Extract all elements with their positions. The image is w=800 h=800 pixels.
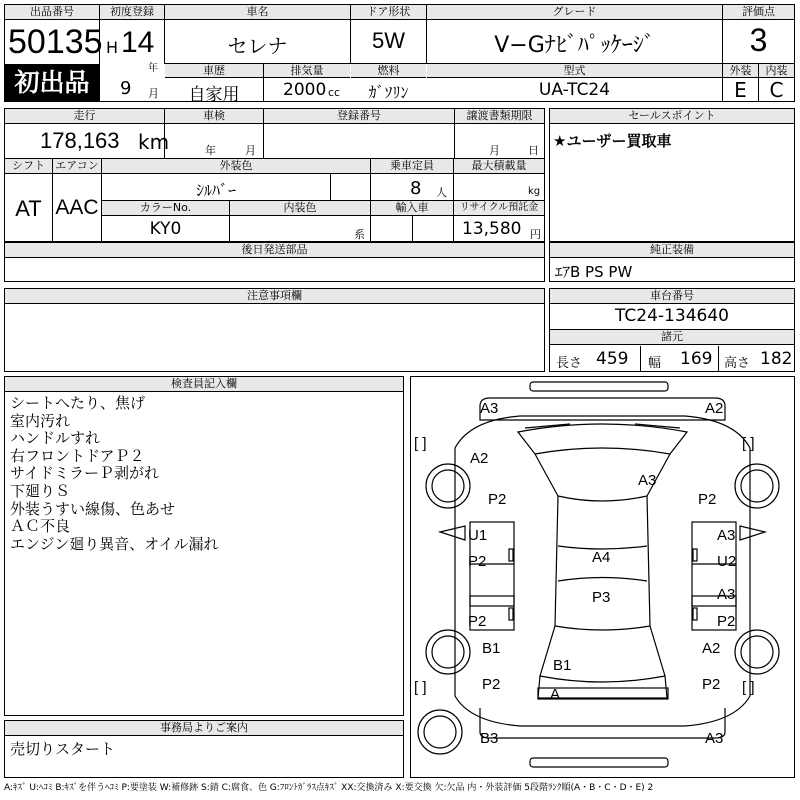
reg-year: 14	[121, 26, 155, 59]
aircon-value: AAC	[55, 196, 99, 219]
import-header: 輸入車	[371, 201, 453, 216]
mark-fender-right-p: P2	[698, 491, 717, 508]
fuel-header: 燃料	[351, 64, 426, 78]
inspector-line: 外装うすい線傷、色あせ	[10, 499, 176, 518]
height-label: 高さ	[724, 356, 751, 371]
bracket-right: [ ]	[742, 435, 755, 452]
reg-month-unit: 月	[148, 87, 159, 100]
recycle-header: リサイクル預託金	[454, 201, 544, 216]
reg-header: 初度登録	[100, 5, 164, 20]
plate-header: 登録番号	[264, 109, 454, 124]
mileage-value: 178,163	[40, 128, 120, 153]
displacement-header: 排気量	[264, 64, 350, 78]
height-value: 182	[760, 349, 793, 369]
reg-era: H	[106, 38, 119, 57]
mark-fender-left: A2	[470, 450, 489, 467]
mark-tailgate-b: B1	[553, 657, 572, 674]
width-value: 169	[680, 349, 713, 369]
mark-door-fl-u: U1	[468, 527, 488, 544]
width-label: 幅	[648, 356, 662, 371]
shift-value: AT	[15, 196, 42, 221]
displacement-unit: cc	[328, 86, 341, 99]
capacity-header: 乗車定員	[371, 159, 453, 174]
inspector-line: 下廻りＳ	[10, 481, 71, 500]
max-load-header: 最大積載量	[454, 159, 544, 174]
int-grade-header: 内装	[759, 64, 794, 78]
length-label: 長さ	[556, 356, 583, 371]
history-header: 車歴	[165, 64, 263, 78]
door-header: ドア形状	[351, 5, 426, 20]
mark-door-rr-p: P2	[717, 613, 736, 630]
mark-front-left: A3	[480, 400, 499, 417]
car-name-header: 車名	[165, 5, 350, 20]
inspector-notes	[10, 395, 219, 553]
capacity-value: 8	[410, 178, 422, 199]
inspection-month-unit: 月	[245, 144, 256, 157]
color-no-header: カラーNo.	[102, 201, 229, 216]
ext-color-value: ｼﾙﾊﾞｰ	[195, 181, 236, 200]
int-color-suffix: 系	[354, 228, 365, 241]
equipment-value: ｴｱB PS PW	[555, 263, 633, 281]
reg-month: 9	[120, 78, 132, 99]
score-header: 評価点	[723, 5, 794, 20]
mark-rear-bumper: A	[550, 686, 561, 703]
notes-header: 注意事項欄	[5, 289, 544, 304]
fuel-value: ｶﾞｿﾘﾝ	[368, 83, 409, 102]
shift-header: シフト	[5, 159, 52, 174]
mileage-unit: km	[138, 130, 170, 154]
length-value: 459	[596, 349, 629, 369]
inspector-line: ＡＣ不良	[10, 517, 71, 536]
score-value: 3	[749, 22, 768, 58]
car-outline-diagram	[410, 376, 795, 778]
mark-roof: A4	[592, 549, 611, 566]
sales-point-text: ★ユーザー買取車	[553, 132, 672, 150]
office-header: 事務局よりご案内	[5, 721, 403, 736]
displacement-value: 2000	[283, 80, 327, 100]
recycle-value: 13,580	[462, 219, 522, 239]
inspector-header: 検査員記入欄	[5, 377, 403, 392]
car-name: セレナ	[227, 34, 288, 58]
bracket-left: [ ]	[414, 435, 427, 452]
office-text: 売切りスタート	[10, 740, 116, 758]
mark-door-fr-a: A3	[717, 527, 736, 544]
grade-header: グレード	[427, 5, 722, 20]
mark-door-fr-u: U2	[717, 553, 737, 570]
color-no-value: KY0	[149, 219, 182, 239]
mark-roof-p: P3	[592, 589, 611, 606]
mark-rear-corner-right: A3	[705, 730, 724, 747]
sales-point-header: セールスポイント	[550, 109, 794, 124]
chassis-header: 車台番号	[550, 289, 794, 304]
door-value: 5W	[372, 28, 405, 53]
mark-rear-corner-left: B3	[480, 730, 499, 747]
mileage-header: 走行	[5, 109, 164, 124]
ext-grade-header: 外装	[723, 64, 758, 78]
grade-value: V−Gﾅﾋﾞﾊﾟｯｹｰｼﾞ	[494, 33, 655, 58]
transfer-month-unit: 月	[489, 144, 500, 157]
reg-year-unit: 年	[148, 63, 158, 74]
mark-door-rl-p: P2	[468, 613, 487, 630]
inspector-line: 室内汚れ	[10, 411, 71, 430]
mark-rear-left-b: B1	[482, 640, 501, 657]
max-load-unit: kg	[528, 186, 541, 197]
lot-number: 50135	[8, 23, 103, 61]
chassis-value: TC24-134640	[615, 306, 729, 326]
legend-text: A:ｷｽﾞ U:ﾍｺﾐ B:ｷｽﾞを伴うﾍｺﾐ P:要塗装 W:補修跡 S:錆 C:腐食、色 G:ﾌﾛﾝﾄｶﾞﾗｽ点ｷｽﾞ XX:交換済み X:要交換 欠:欠品 内・外装評価 5段階ﾗﾝｸ順(A・B・C・D・E) 2	[4, 783, 654, 793]
mark-hood: A3	[638, 472, 657, 489]
capacity-unit: 人	[436, 186, 447, 199]
mark-front-right: A2	[705, 400, 724, 417]
inspector-line: エンジン廻り異音、オイル漏れ	[10, 534, 219, 553]
transfer-day-unit: 日	[528, 144, 539, 157]
mark-rear-right-p: P2	[702, 676, 721, 693]
int-color-header: 内装色	[230, 201, 370, 216]
history-value: 自家用	[188, 85, 240, 105]
mark-rear-right-a: A2	[702, 640, 721, 657]
inspector-line: ハンドルすれ	[10, 429, 101, 448]
inspector-line: シートへたり、焦げ	[10, 394, 146, 412]
recycle-unit: 円	[530, 228, 541, 241]
mark-door-rr-a: A3	[717, 586, 736, 603]
specs-header: 諸元	[550, 330, 794, 345]
bracket-left-rear: [ ]	[414, 679, 427, 696]
model-value: UA-TC24	[538, 80, 611, 100]
inspection-header: 車検	[165, 109, 263, 124]
mark-fender-left-p: P2	[488, 491, 507, 508]
lot-header: 出品番号	[5, 5, 99, 20]
bracket-right-rear: [ ]	[742, 679, 755, 696]
equipment-header: 純正装備	[550, 243, 794, 258]
model-header: 型式	[427, 64, 722, 78]
ext-color-header: 外装色	[102, 159, 370, 174]
mark-rear-left-p: P2	[482, 676, 501, 693]
mark-door-fl-p: P2	[468, 553, 487, 570]
int-grade-value: C	[769, 78, 784, 102]
inspection-year-unit: 年	[205, 144, 216, 157]
first-listing-badge: 初出品	[5, 64, 99, 101]
ext-grade-value: E	[734, 78, 747, 102]
inspector-line: サイドミラーＰ剥がれ	[10, 464, 159, 483]
aircon-header: エアコン	[53, 159, 101, 174]
later-parts-header: 後日発送部品	[5, 243, 544, 258]
transfer-doc-header: 譲渡書類期限	[455, 109, 544, 124]
inspector-line: 右フロントドアＰ２	[10, 446, 145, 465]
